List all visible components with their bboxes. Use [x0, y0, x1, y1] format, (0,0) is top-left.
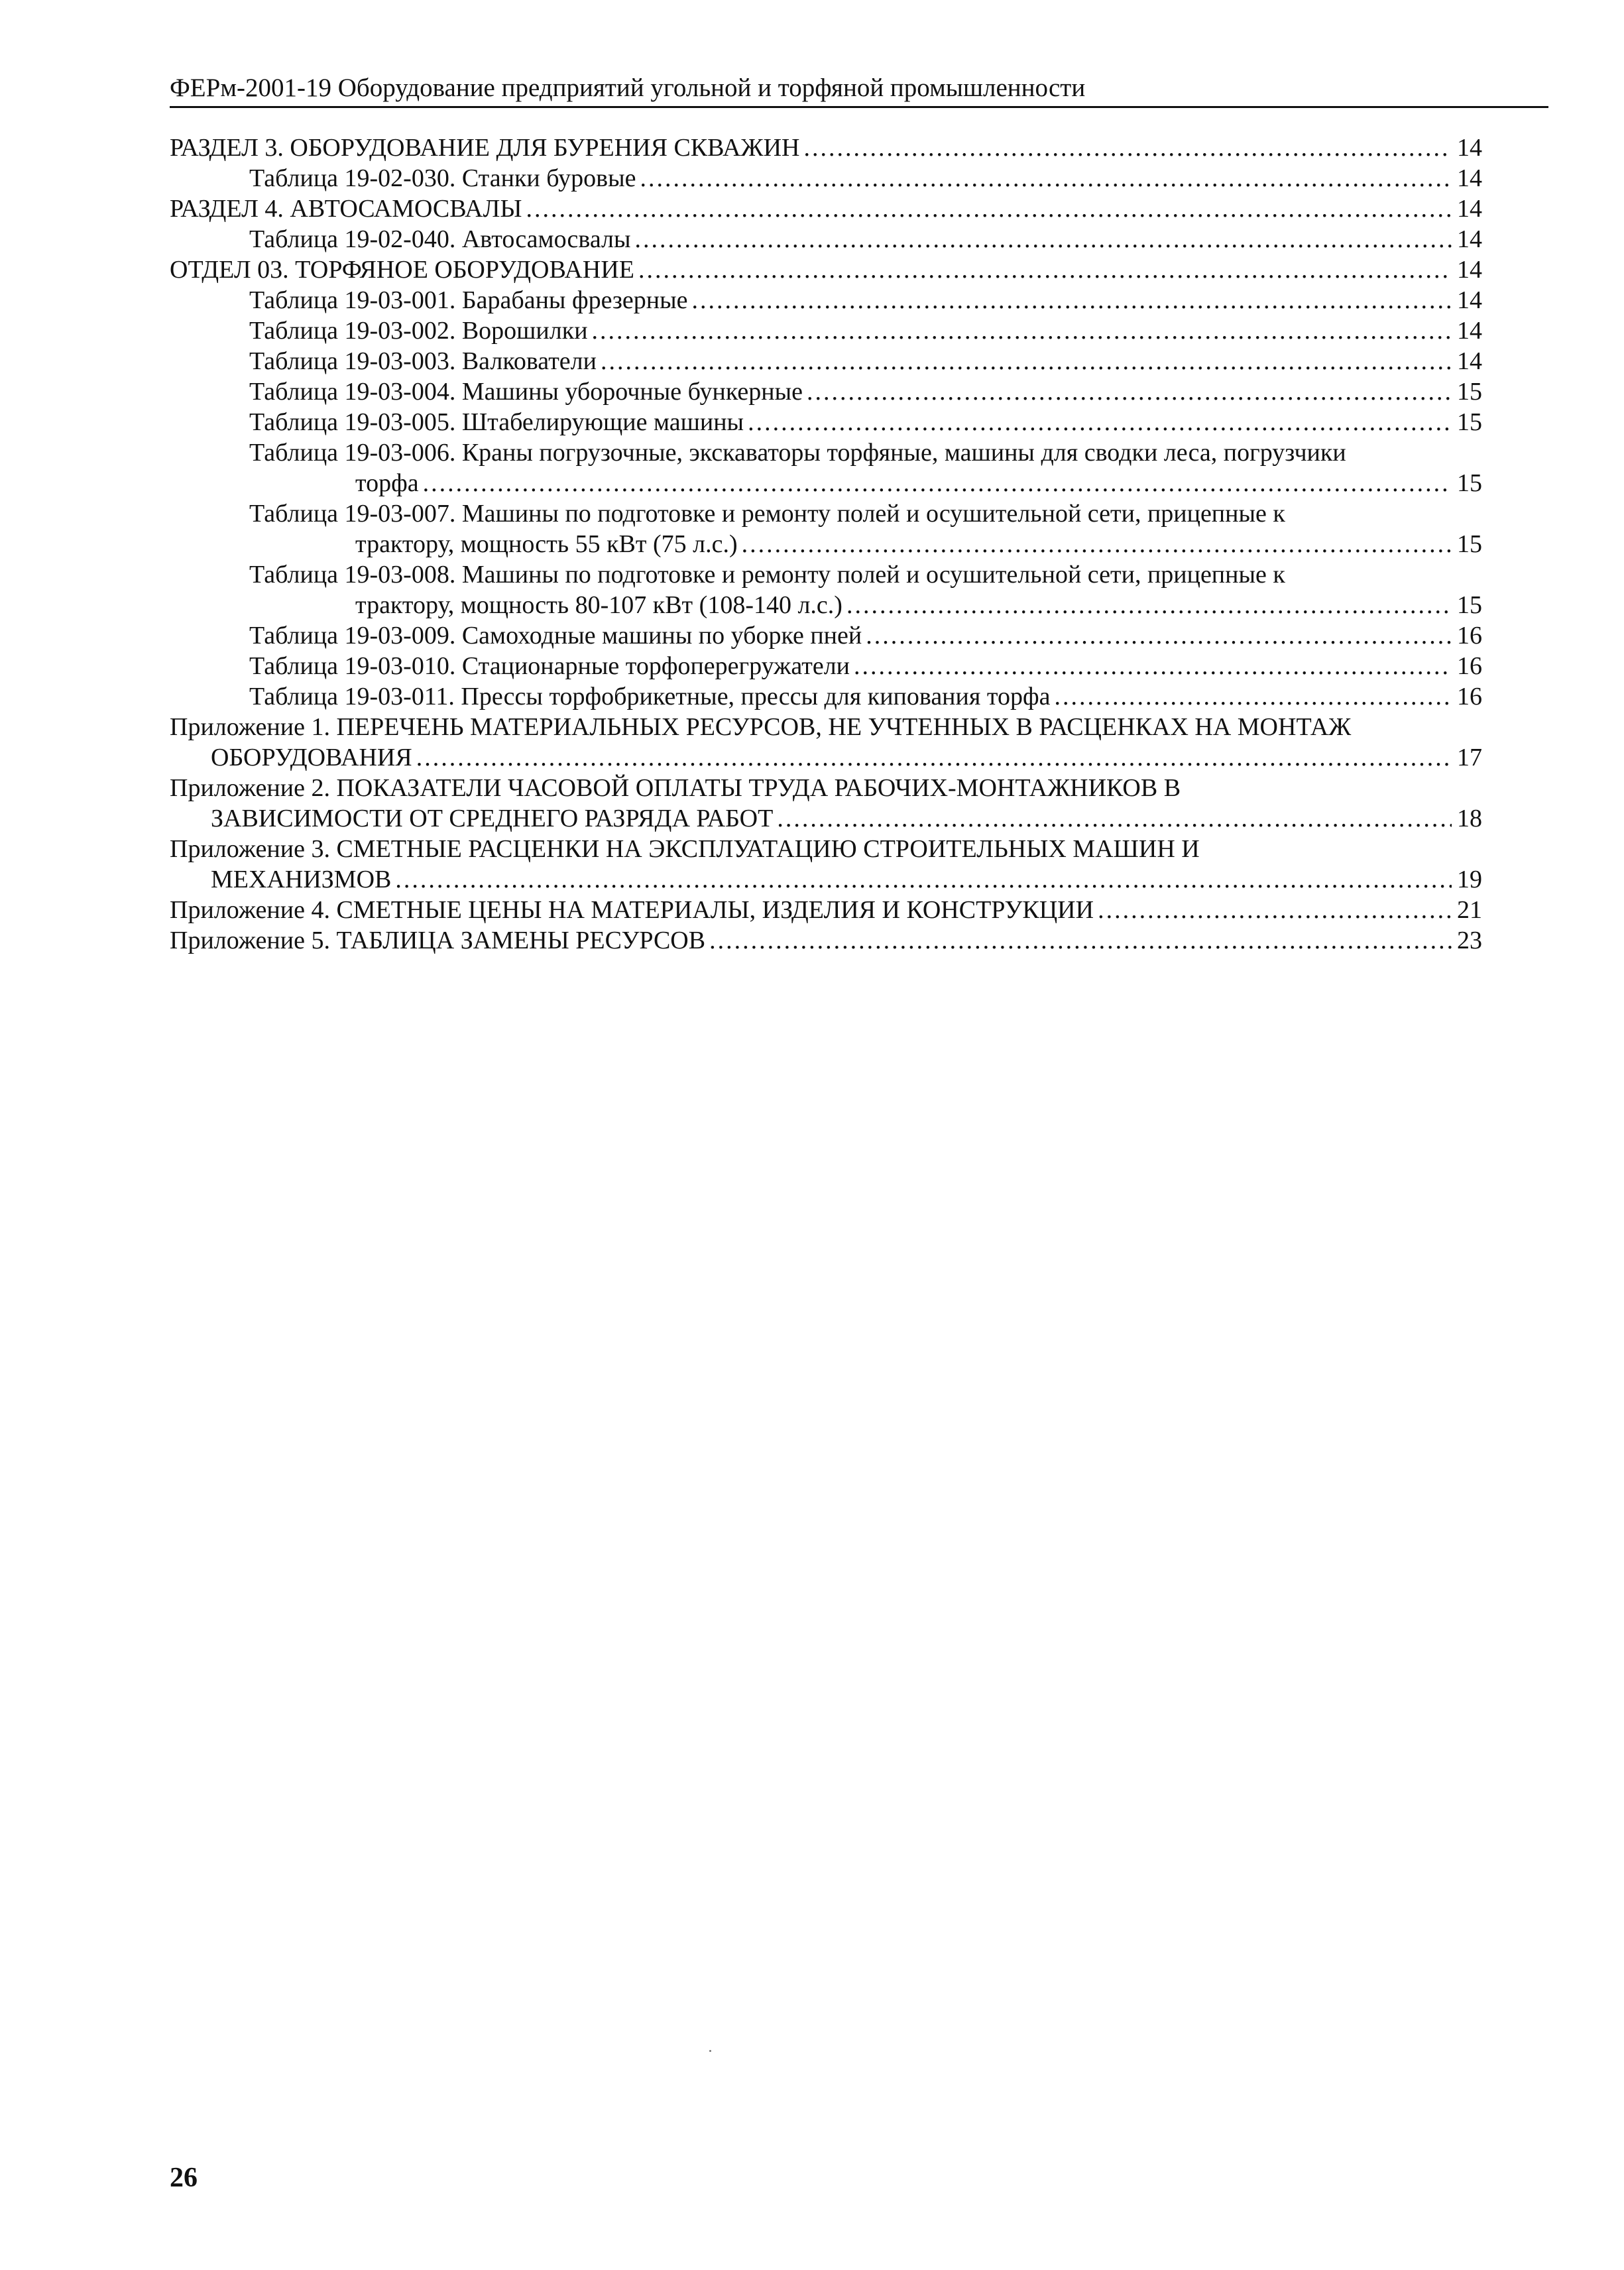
toc-entry-title-line: Приложение 3. СМЕТНЫЕ РАСЦЕНКИ НА ЭКСПЛУАТАЦИЮ СТРОИТЕЛЬНЫХ МАШИН И: [170, 835, 1200, 863]
header-rule: [170, 106, 1548, 108]
toc-entry-page: 17: [1457, 744, 1482, 771]
toc-entry-page: 15: [1457, 408, 1482, 436]
toc-entry-title: ЗАВИСИМОСТИ ОТ СРЕДНЕГО РАЗРЯДА РАБОТ: [211, 805, 774, 832]
dot-leader: [423, 468, 1452, 498]
toc-entry[interactable]: [170, 773, 1482, 834]
dot-leader: [601, 346, 1452, 376]
toc-entry-page: 14: [1457, 347, 1482, 375]
toc-entry[interactable]: [170, 376, 1482, 407]
toc-entry[interactable]: [170, 255, 1482, 285]
toc-entry-page: 14: [1457, 286, 1482, 314]
dot-leader: [807, 376, 1452, 407]
toc-entry-page: 16: [1457, 652, 1482, 680]
toc-entry-title: Таблица 19-03-003. Валкователи: [249, 347, 597, 375]
dot-leader: [640, 163, 1452, 194]
toc-entry-page: 21: [1457, 896, 1482, 924]
toc-entry[interactable]: [170, 620, 1482, 651]
toc-entry[interactable]: [170, 224, 1482, 255]
toc-entry-page: 15: [1457, 530, 1482, 558]
toc-entry-page: 14: [1457, 256, 1482, 284]
toc-entry-title: трактору, мощность 80-107 кВт (108-140 л.с.): [355, 591, 842, 619]
dot-leader: [592, 315, 1452, 346]
dot-leader: [742, 529, 1452, 559]
page-number: 26: [170, 2163, 198, 2193]
toc-entry-page: 16: [1457, 683, 1482, 710]
toc-entry-title-line: Приложение 2. ПОКАЗАТЕЛИ ЧАСОВОЙ ОПЛАТЫ ТРУДА РАБОЧИХ-МОНТАЖНИКОВ В: [170, 774, 1181, 802]
toc-entry-page: 14: [1457, 164, 1482, 192]
dot-leader: [416, 742, 1452, 773]
toc-entry-page: 23: [1457, 927, 1482, 954]
toc-entry-title: Таблица 19-03-002. Ворошилки: [249, 317, 588, 345]
toc-entry-title: РАЗДЕЛ 4. АВТОСАМОСВАЛЫ: [170, 195, 522, 223]
dot-leader: [803, 133, 1452, 163]
toc-entry-title: Таблица 19-03-005. Штабелирующие машины: [249, 408, 744, 436]
scan-speck: [709, 2050, 711, 2052]
toc-entry-title: трактору, мощность 55 кВт (75 л.с.): [355, 530, 738, 558]
toc-entry[interactable]: [170, 834, 1482, 895]
toc-entry-title: торфа: [355, 469, 419, 497]
dot-leader: [1054, 681, 1452, 712]
toc-entry-title: Приложение 4. СМЕТНЫЕ ЦЕНЫ НА МАТЕРИАЛЫ, ИЗДЕЛИЯ И КОНСТРУКЦИИ: [170, 896, 1094, 924]
dot-leader: [748, 407, 1452, 437]
toc-entry-title-line: Приложение 1. ПЕРЕЧЕНЬ МАТЕРИАЛЬНЫХ РЕСУРСОВ, НЕ УЧТЕННЫХ В РАСЦЕНКАХ НА МОНТАЖ: [170, 713, 1352, 741]
table-of-contents: [170, 133, 1482, 956]
toc-entry-page: 16: [1457, 622, 1482, 650]
toc-entry-title-line: Таблица 19-03-008. Машины по подготовке и ремонту полей и осушительной сети, прицепные к: [249, 561, 1285, 589]
dot-leader: [692, 285, 1452, 315]
toc-entry-page: 18: [1457, 805, 1482, 832]
toc-entry-title: Таблица 19-03-010. Стационарные торфоперегружатели: [249, 652, 850, 680]
toc-entry-page: 15: [1457, 378, 1482, 406]
toc-entry[interactable]: [170, 925, 1482, 956]
toc-entry[interactable]: [170, 437, 1482, 498]
toc-entry[interactable]: [170, 194, 1482, 224]
dot-leader: [1098, 895, 1452, 925]
toc-entry-page: 14: [1457, 134, 1482, 162]
toc-entry-page: 15: [1457, 591, 1482, 619]
dot-leader: [854, 651, 1452, 681]
toc-entry[interactable]: [170, 498, 1482, 559]
toc-entry-title: Таблица 19-02-030. Станки буровые: [249, 164, 636, 192]
toc-entry[interactable]: [170, 651, 1482, 681]
toc-entry-title: Таблица 19-03-011. Прессы торфобрикетные, прессы для кипования торфа: [249, 683, 1051, 710]
toc-entry-title: ОТДЕЛ 03. ТОРФЯНОЕ ОБОРУДОВАНИЕ: [170, 256, 634, 284]
toc-entry[interactable]: [170, 315, 1482, 346]
dot-leader: [635, 224, 1452, 255]
toc-entry-title: МЕХАНИЗМОВ: [211, 866, 392, 893]
toc-entry-page: 14: [1457, 195, 1482, 223]
toc-entry-title: Таблица 19-02-040. Автосамосвалы: [249, 225, 631, 253]
toc-entry-title: Таблица 19-03-001. Барабаны фрезерные: [249, 286, 688, 314]
toc-entry-title: РАЗДЕЛ 3. ОБОРУДОВАНИЕ ДЛЯ БУРЕНИЯ СКВАЖИН: [170, 134, 800, 162]
toc-entry[interactable]: [170, 133, 1482, 163]
toc-entry-title: ОБОРУДОВАНИЯ: [211, 744, 412, 771]
dot-leader: [777, 803, 1452, 834]
toc-entry-page: 15: [1457, 469, 1482, 497]
dot-leader: [638, 255, 1452, 285]
toc-entry[interactable]: [170, 285, 1482, 315]
toc-entry-page: 19: [1457, 866, 1482, 893]
toc-entry[interactable]: [170, 681, 1482, 712]
toc-entry[interactable]: [170, 895, 1482, 925]
toc-entry-title-line: Таблица 19-03-006. Краны погрузочные, экскаваторы торфяные, машины для сводки леса, погрузчики: [249, 439, 1346, 467]
dot-leader: [846, 590, 1452, 620]
dot-leader: [709, 925, 1452, 956]
toc-entry-title: Таблица 19-03-009. Самоходные машины по уборке пней: [249, 622, 862, 650]
toc-entry[interactable]: [170, 712, 1482, 773]
toc-entry-title-line: Таблица 19-03-007. Машины по подготовке и ремонту полей и осушительной сети, прицепные к: [249, 500, 1285, 528]
dot-leader: [526, 194, 1452, 224]
toc-entry-title: Приложение 5. ТАБЛИЦА ЗАМЕНЫ РЕСУРСОВ: [170, 927, 706, 954]
toc-entry-title: Таблица 19-03-004. Машины уборочные бункерные: [249, 378, 803, 406]
toc-entry-page: 14: [1457, 225, 1482, 253]
toc-entry[interactable]: [170, 407, 1482, 437]
running-header: ФЕРм-2001-19 Оборудование предприятий угольной и торфяной промышленности: [170, 74, 1086, 102]
dot-leader: [866, 620, 1452, 651]
toc-entry[interactable]: [170, 559, 1482, 620]
toc-entry-page: 14: [1457, 317, 1482, 345]
toc-entry[interactable]: [170, 163, 1482, 194]
dot-leader: [395, 864, 1452, 895]
toc-entry[interactable]: [170, 346, 1482, 376]
